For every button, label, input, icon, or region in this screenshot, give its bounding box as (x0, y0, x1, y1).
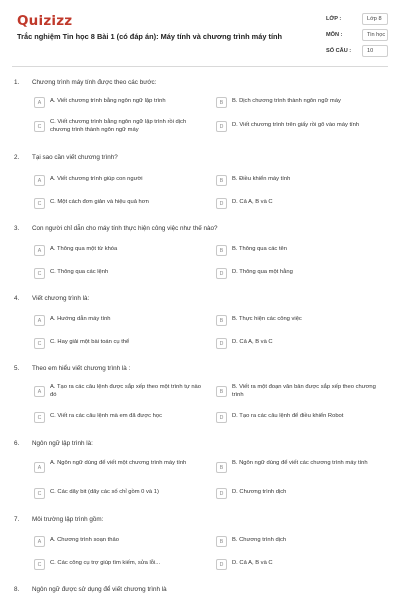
option-7b[interactable] (216, 534, 384, 549)
meta-count (326, 45, 390, 59)
option-letter-box: C (34, 559, 45, 570)
question-number: 8. (14, 586, 20, 593)
option-letter-box: B (216, 245, 227, 256)
option-text: C. Thông qua các lệnh (50, 269, 109, 275)
option-text: C. Hay giải một bài toán cụ thể (50, 339, 130, 345)
option-letter-box: C (34, 121, 45, 132)
option-7a[interactable] (34, 534, 202, 549)
option-letter-box: C (34, 338, 45, 349)
option-1d[interactable] (216, 116, 384, 137)
option-4c[interactable] (34, 336, 202, 351)
option-text: C. Viết chương trình bằng ngôn ngữ lập trình rồi dịch chương trình thành ngôn ngữ máy (50, 119, 187, 133)
option-text: B. Chương trình dịch (232, 537, 287, 543)
question-text: Chương trình máy tính được theo các bước: (32, 79, 157, 86)
option-letter-box: D (216, 268, 227, 279)
option-1b[interactable] (216, 95, 384, 110)
option-text: A. Chương trình soạn thảo (50, 537, 119, 543)
meta-grade (326, 13, 390, 27)
option-7d[interactable] (216, 557, 384, 572)
option-letter-box: D (216, 198, 227, 209)
option-text: D. Viết chương trình trên giấy rồi gõ vào máy tính (232, 122, 360, 128)
option-text: C. Viết ra các câu lệnh mà em đã được học (50, 413, 162, 419)
option-4a[interactable] (34, 313, 202, 328)
option-4d[interactable] (216, 336, 384, 351)
meta-grade-label: LỚP : (326, 16, 342, 22)
option-1c[interactable] (34, 116, 202, 137)
option-4b[interactable] (216, 313, 384, 328)
option-5d[interactable] (216, 410, 384, 425)
meta-subject-value: Tin học (362, 29, 388, 41)
option-5a[interactable] (34, 381, 202, 402)
option-letter-box: A (34, 97, 45, 108)
option-letter-box: C (34, 198, 45, 209)
worksheet-title: Trắc nghiệm Tin học 8 Bài 1 (có đáp án): Máy tính và chương trình máy tính (17, 32, 283, 41)
option-text: D. Cả A, B và C (232, 339, 273, 345)
question-text: Theo em hiểu viết chương trình là : (32, 365, 131, 372)
option-text: B. Viết ra một đoạn văn bản được sắp xếp theo chương trình (232, 384, 376, 398)
option-letter-box: D (216, 121, 227, 132)
question-text: Ngôn ngữ lập trình là: (32, 440, 93, 447)
question-number: 6. (14, 440, 20, 447)
question-text: Tại sao cần viết chương trình? (32, 154, 118, 161)
option-letter-box: A (34, 462, 45, 473)
option-letter-box: B (216, 386, 227, 397)
option-letter-box: A (34, 175, 45, 186)
option-letter-box: B (216, 175, 227, 186)
question-text: Ngôn ngữ được sử dụng để viết chương trình là (32, 586, 167, 593)
option-text: D. Cả A, B và C (232, 560, 273, 566)
question-number: 3. (14, 225, 20, 232)
option-text: C. Một cách đơn giản và hiệu quả hơn (50, 199, 149, 205)
meta-count-value: 10 (362, 45, 388, 57)
option-letter-box: D (216, 488, 227, 499)
option-6c[interactable] (34, 486, 202, 501)
option-text: B. Điều khiển máy tính (232, 176, 291, 182)
option-2a[interactable] (34, 173, 202, 188)
option-letter-box: C (34, 268, 45, 279)
option-7c[interactable] (34, 557, 202, 572)
option-text: D. Thông qua một hằng (232, 269, 293, 275)
option-letter-box: A (34, 315, 45, 326)
option-text: B. Dịch chương trình thành ngôn ngữ máy (232, 98, 341, 104)
option-letter-box: B (216, 462, 227, 473)
option-text: A. Viết chương trình bằng ngôn ngữ lập trình (50, 98, 166, 104)
meta-subject (326, 29, 390, 43)
option-text: D. Cả A, B và C (232, 199, 273, 205)
worksheet-header (0, 0, 400, 66)
option-letter-box: B (216, 97, 227, 108)
question-text: Viết chương trình là: (32, 295, 90, 302)
option-text: C. Các công cụ trợ giúp tìm kiếm, sửa lỗi... (50, 560, 161, 566)
option-3a[interactable] (34, 243, 202, 258)
option-text: D. Chương trình dịch (232, 489, 287, 495)
option-letter-box: B (216, 315, 227, 326)
question-number: 2. (14, 154, 20, 161)
option-6d[interactable] (216, 486, 384, 501)
option-letter-box: D (216, 559, 227, 570)
question-number: 5. (14, 365, 20, 372)
option-letter-box: A (34, 386, 45, 397)
option-6a[interactable] (34, 457, 202, 478)
option-6b[interactable] (216, 457, 384, 478)
option-letter-box: D (216, 338, 227, 349)
option-text: A. Hướng dẫn máy tính (50, 316, 111, 322)
option-letter-box: A (34, 536, 45, 547)
option-3b[interactable] (216, 243, 384, 258)
header-divider (12, 66, 388, 67)
question-number: 4. (14, 295, 20, 302)
option-text: A. Ngôn ngữ dùng để viết một chương trình máy tính (50, 460, 187, 466)
option-2d[interactable] (216, 196, 384, 211)
question-number: 7. (14, 516, 20, 523)
option-text: B. Thực hiện các công việc (232, 316, 302, 322)
option-5b[interactable] (216, 381, 384, 402)
option-text: A. Viết chương trình giúp con người (50, 176, 143, 182)
option-5c[interactable] (34, 410, 202, 425)
option-text: C. Các dãy bit (dãy các số chỉ gồm 0 và 1) (50, 489, 159, 495)
option-letter-box: B (216, 536, 227, 547)
option-text: A. Tạo ra các câu lệnh được sắp xếp theo một trình tự nào đó (50, 384, 201, 398)
question-text: Môi trường lập trình gồm: (32, 516, 104, 523)
option-3c[interactable] (34, 266, 202, 281)
question-number: 1. (14, 79, 20, 86)
option-1a[interactable] (34, 95, 202, 110)
option-letter-box: D (216, 412, 227, 423)
meta-subject-label: MÔN : (326, 32, 343, 38)
option-text: A. Thông qua một từ khóa (50, 246, 118, 252)
option-text: B. Thông qua các tên (232, 246, 288, 252)
question-text: Con người chỉ dẫn cho máy tính thực hiện công việc như thế nào? (32, 225, 218, 232)
option-2b[interactable] (216, 173, 384, 188)
option-text: D. Tạo ra các câu lệnh để điều khiển Robot (232, 413, 344, 419)
meta-count-label: SỐ CÂU : (326, 48, 352, 54)
meta-grade-value: Lớp 8 (362, 13, 388, 25)
option-letter-box: C (34, 488, 45, 499)
option-3d[interactable] (216, 266, 384, 281)
option-letter-box: C (34, 412, 45, 423)
option-2c[interactable] (34, 196, 202, 211)
option-text: B. Ngôn ngữ dùng để viết các chương trình máy tính (232, 460, 368, 466)
quizizz-logo: Quizizz (17, 13, 73, 29)
option-letter-box: A (34, 245, 45, 256)
